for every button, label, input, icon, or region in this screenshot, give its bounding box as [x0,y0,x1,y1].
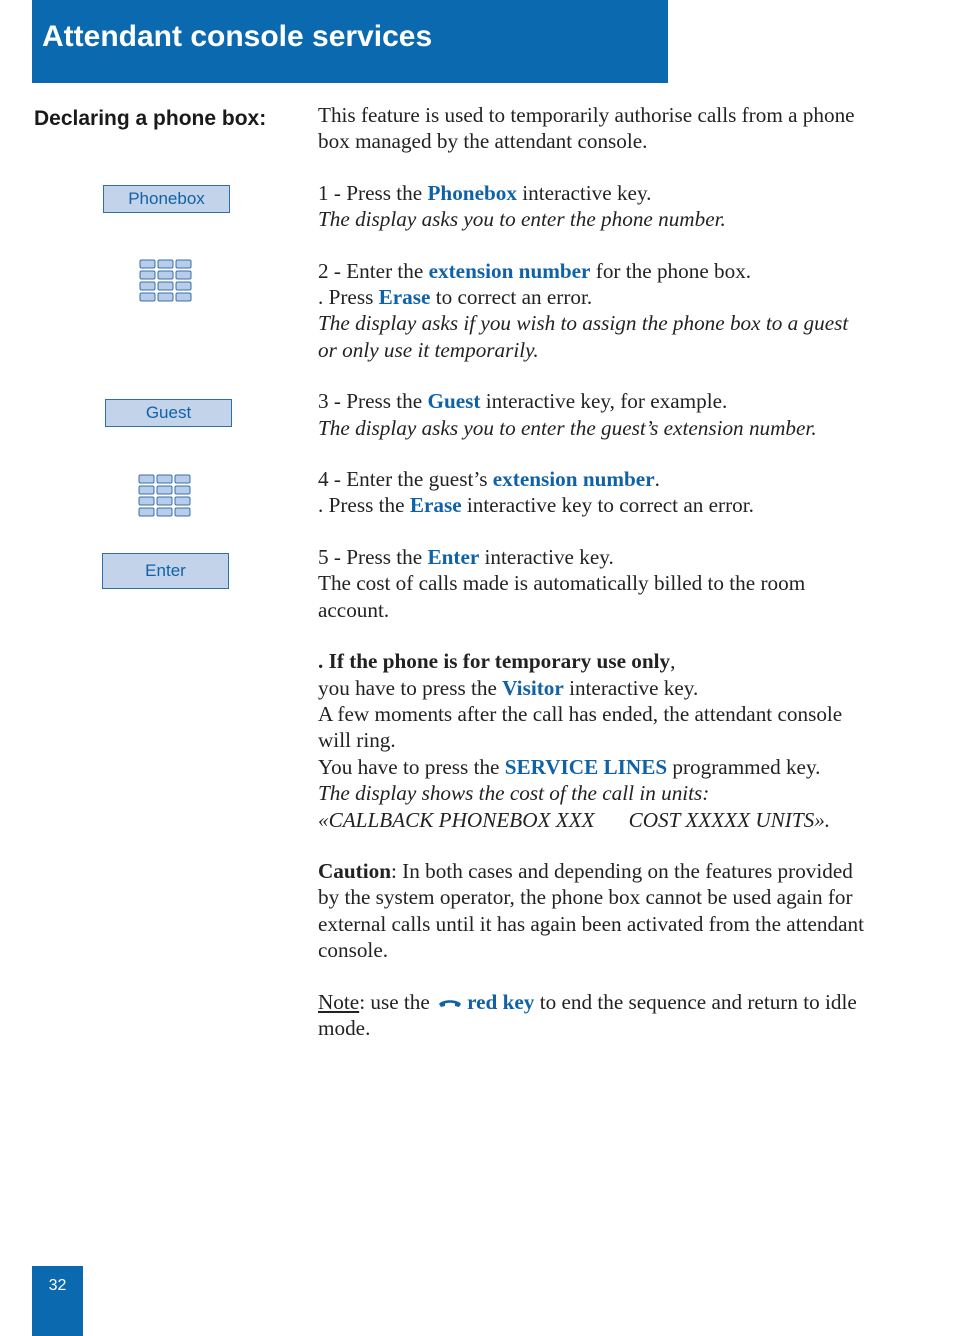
key-ref: extension number [428,258,591,283]
step-3: 3 - Press the Guest interactive key, for example. [318,389,728,414]
temporary-display-note: The display shows the cost of the call in units: [318,781,710,806]
phonebox-key[interactable]: Phonebox [103,185,230,213]
key-ref: red key [467,989,535,1014]
note-text: mode. [318,1015,371,1040]
page-title: Attendant console services [42,20,433,53]
key-ref: extension number [492,467,655,492]
key-ref: Enter [427,544,480,569]
header-band [32,0,668,83]
caution-text: external calls until it has again been activated from the attendant [318,911,864,936]
caution: Caution: In both cases and depending on the features provided [318,858,853,883]
step-4: 4 - Enter the guest’s extension number. [318,467,660,492]
step-5-text: account. [318,597,390,622]
key-ref: SERVICE LINES [504,754,668,779]
key-ref: Visitor [502,675,564,700]
step-1: 1 - Press the Phonebox interactive key. [318,180,652,205]
key-ref: Phonebox [427,180,517,205]
temporary-heading: . If the phone is for temporary use only, [318,649,676,674]
temporary-visitor: you have to press the Visitor interactive key. [318,675,699,700]
instructions [318,102,908,1041]
step-2: 2 - Enter the extension number for the phone box. [318,258,752,283]
keypad-icon [139,259,192,303]
caution-text: by the system operator, the phone box cannot be used again for [318,885,853,910]
step-2-note: The display asks if you wish to assign the phone box to a guest [318,311,849,336]
keypad-icon [138,474,191,518]
intro-line: box managed by the attendant console. [318,129,648,154]
guest-key[interactable]: Guest [105,399,232,427]
enter-key[interactable]: Enter [102,553,229,589]
key-ref: Guest [427,389,481,414]
note: Note: use the red key to end the sequence and return to idle [318,989,857,1014]
red-key-handset-icon [437,997,463,1011]
step-2-erase: . Press Erase to correct an error. [318,285,593,310]
temporary-text: A few moments after the call has ended, the attendant console [318,701,843,726]
key-ref: Erase [409,493,462,518]
temporary-text: will ring. [318,728,396,753]
temporary-display-text: «CALLBACK PHONEBOX XXX COST XXXXX UNITS». [318,807,831,832]
step-4-erase: . Press the Erase interactive key to correct an error. [318,493,754,518]
step-1-note: The display asks you to enter the phone number. [318,207,726,232]
key-ref: Erase [378,285,431,310]
step-2-note: or only use it temporarily. [318,337,539,362]
caution-text: console. [318,938,389,963]
intro-line: This feature is used to temporarily authorise calls from a phone [318,103,855,127]
page-number: 32 [32,1266,83,1336]
step-3-note: The display asks you to enter the guest’s extension number. [318,415,817,440]
temporary-service: You have to press the SERVICE LINES programmed key. [318,754,821,779]
step-5: 5 - Press the Enter interactive key. [318,544,614,569]
step-5-text: The cost of calls made is automatically billed to the room [318,571,806,596]
section-label: Declaring a phone box: [34,107,267,130]
